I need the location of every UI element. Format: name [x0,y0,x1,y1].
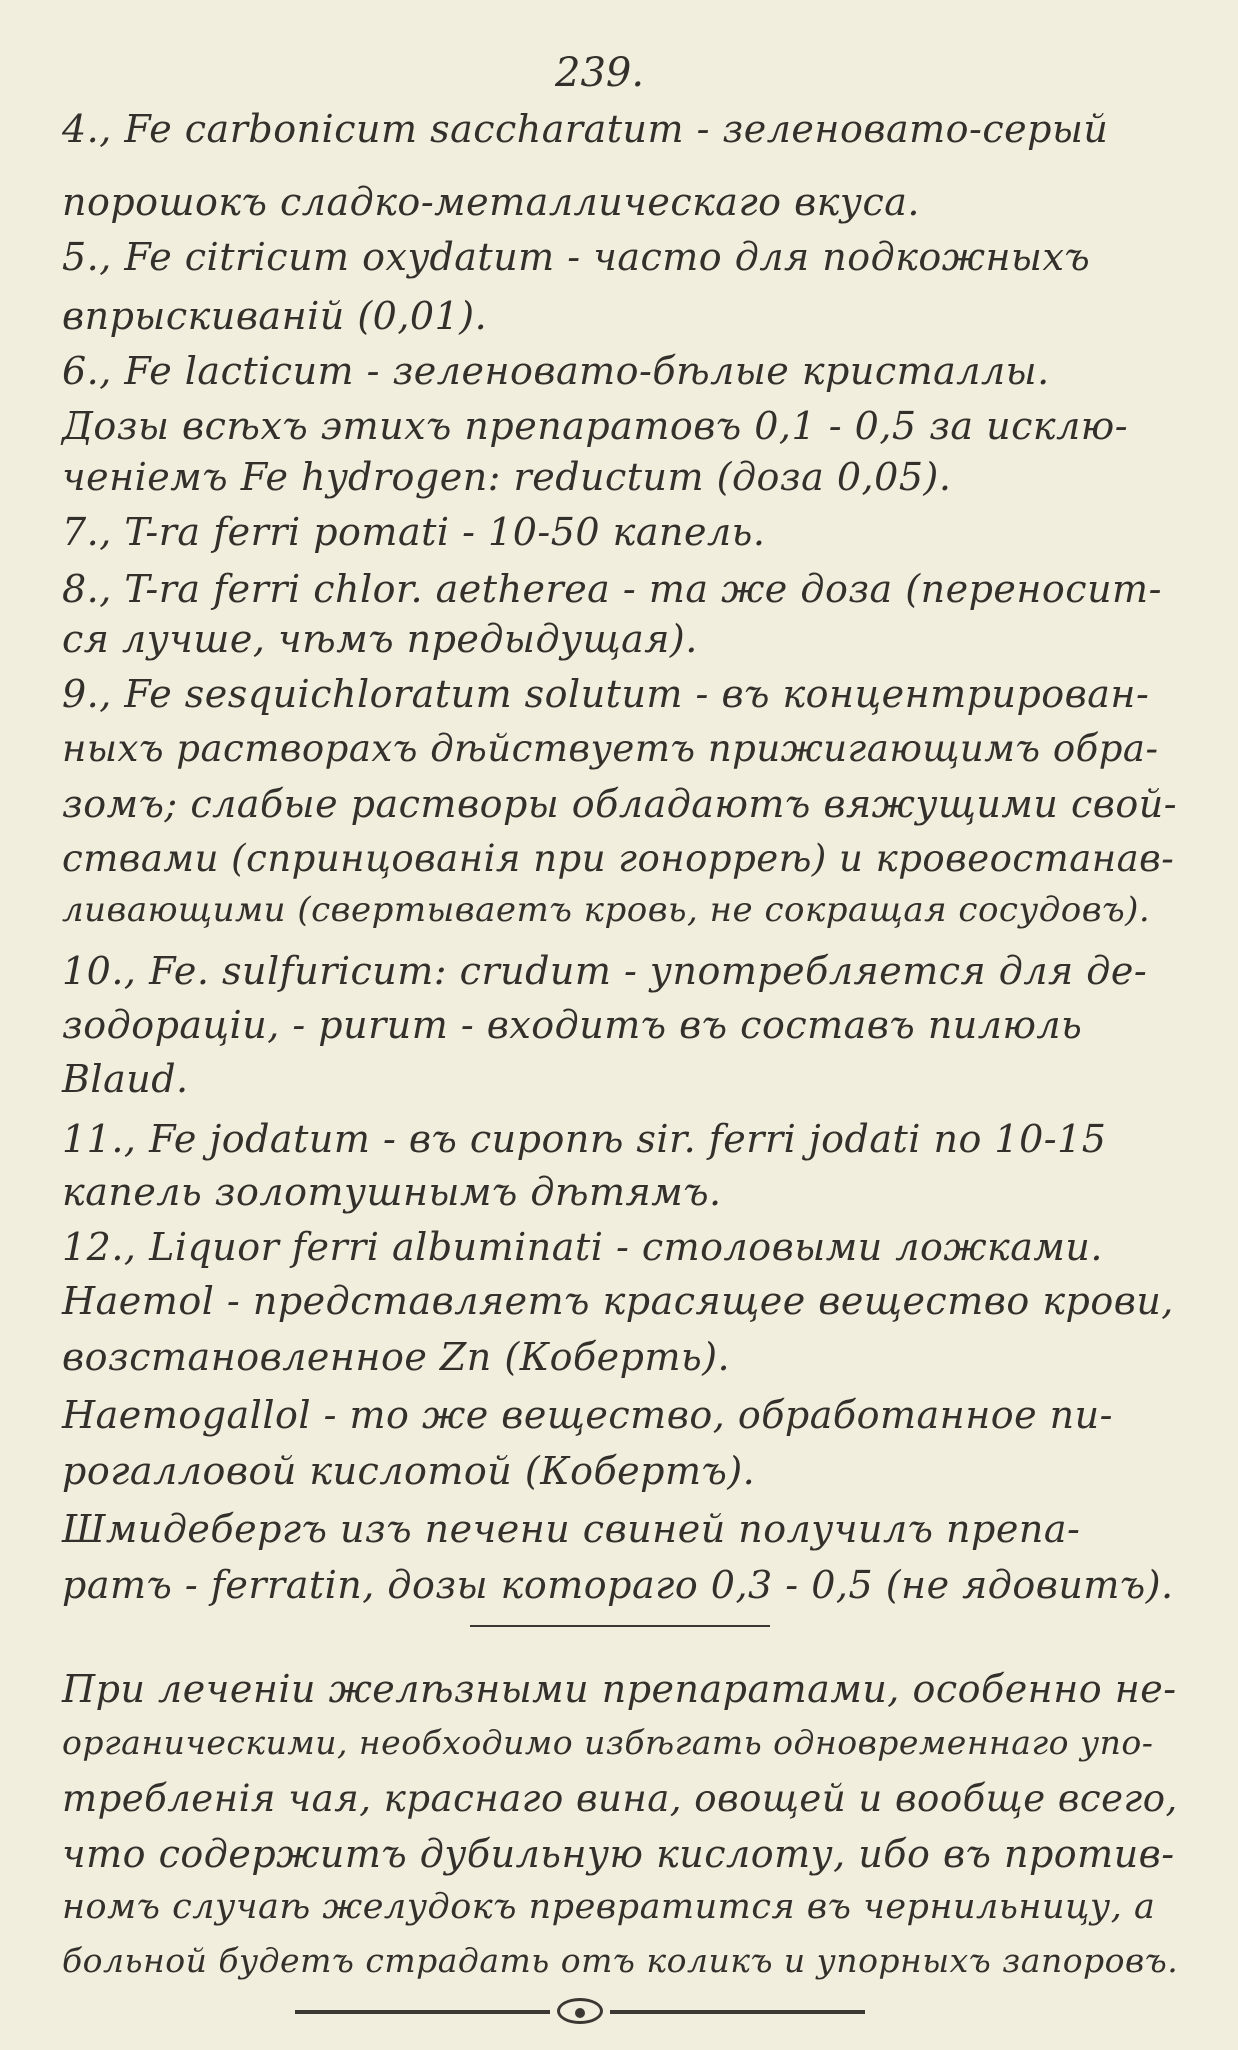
text-line: органическими, необходимо избѣгать одновременнаго упо- [62,1723,1154,1762]
text-line: Haemol - представляетъ красящее вещество крови, [62,1279,1174,1323]
ornament-divider-icon [295,1998,865,2026]
text-line: Шмидебергъ изъ печени свиней получилъ препа- [62,1507,1081,1551]
text-line: При леченіи желѣзными препаратами, особенно не- [62,1667,1177,1711]
text-line: что содержитъ дубильную кислоту, ибо въ против- [62,1832,1175,1876]
text-line: капель золотушнымъ дѣтямъ. [62,1170,722,1214]
text-line: Blaud. [62,1057,189,1101]
ornament-dot [575,2008,585,2018]
text-line: ливающими (свертываетъ кровь, не сокращая сосудовъ). [62,890,1151,930]
text-line: ныхъ растворахъ дѣйствуетъ прижигающимъ обра- [62,727,1159,770]
text-line: требленія чая, краснаго вина, овощей и вообще всего, [62,1777,1178,1820]
ornament-bar [610,2010,865,2014]
text-line: порошокъ сладко-металлическаго вкуса. [62,180,920,224]
text-line: номъ случаѣ желудокъ превратится въ чернильницу, а [62,1887,1156,1927]
text-line: больной будетъ страдать отъ коликъ и упорныхъ запоровъ. [62,1941,1179,1980]
text-line: ся лучше, чѣмъ предыдущая). [62,617,698,661]
text-line: возстановленное Zn (Коберть). [62,1335,731,1379]
text-line: 10., Fe. sulfuricum: crudum - употребляется для де- [62,949,1148,993]
text-line: 5., Fe citricum oxydatum - часто для подкожныхъ [62,235,1091,279]
text-line: рогалловой кислотой (Кобертъ). [62,1449,756,1493]
text-line: 6., Fe lacticum - зеленовато-бѣлые кристаллы. [62,349,1050,393]
text-line: зомъ; слабые растворы обладаютъ вяжущими свой- [62,782,1178,826]
text-line: зодораціи, - purum - входитъ въ составъ пилюль [62,1003,1083,1047]
text-line: 7., T-ra ferri pomati - 10-50 капель. [62,510,766,554]
ornament-bar [295,2010,550,2014]
text-line: ченіемъ Fe hydrogen: reductum (доза 0,05). [62,455,952,499]
text-line: 4., Fe carbonicum saccharatum - зеленовато-серый [62,107,1109,151]
text-line: 9., Fe sesquichloratum solutum - въ концентрирован- [62,672,1150,716]
text-line: 12., Liquor ferri albuminati - столовыми ложками. [62,1225,1103,1269]
text-line: ратъ - ferratin, дозы котораго 0,3 - 0,5 (не ядовитъ). [62,1563,1174,1607]
section-divider [470,1625,770,1627]
text-line: ствами (спринцованія при гонорреѣ) и кровеостанав- [62,837,1175,880]
text-line: 11., Fe jodatum - въ сиропѣ sir. ferri jodati по 10-15 [62,1117,1107,1161]
text-line: Дозы всѣхъ этихъ препаратовъ 0,1 - 0,5 за исклю- [62,404,1129,448]
page-number: 239. [555,50,645,96]
text-line: Haemogallol - то же вещество, обработанное пи- [62,1393,1113,1437]
ornament-center-icon [557,1998,603,2024]
text-line: впрыскиваній (0,01). [62,294,488,338]
text-line: 8., T-ra ferri chlor. aetherea - та же доза (переносит- [62,567,1162,611]
